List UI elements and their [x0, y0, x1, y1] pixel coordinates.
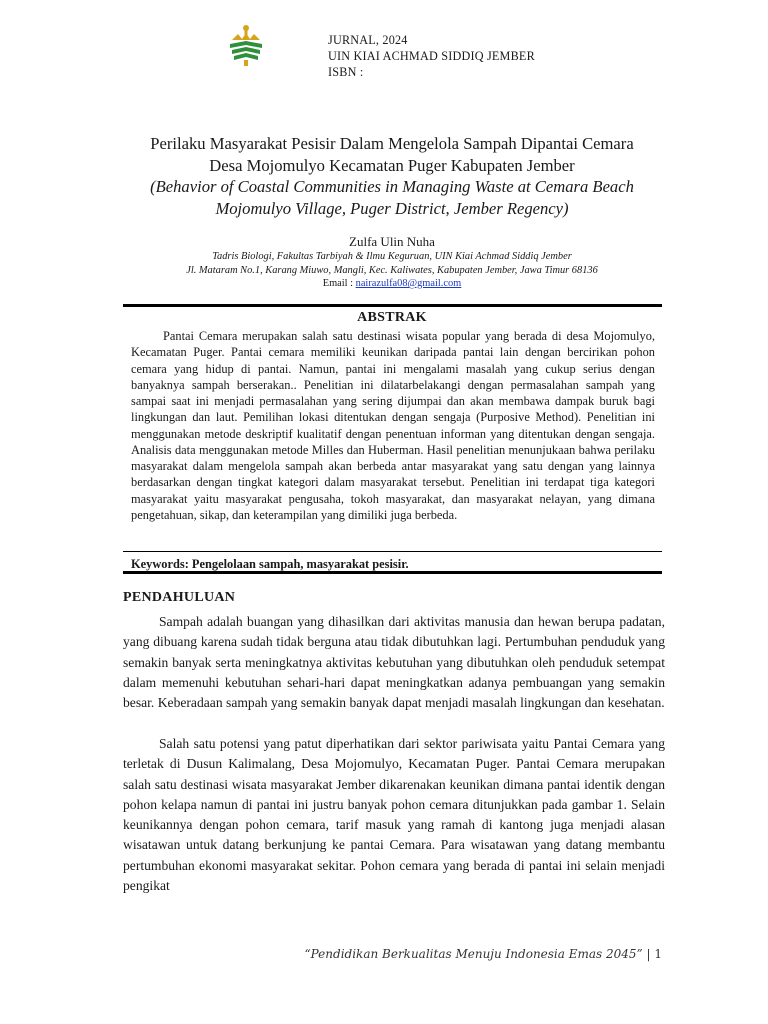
title-line-1: Perilaku Masyarakat Pesisir Dalam Mengelola Sampah Dipantai Cemara: [150, 134, 634, 153]
keywords-top-rule: [123, 551, 662, 552]
intro-paragraph-1: Sampah adalah buangan yang dihasilkan dari aktivitas manusia dan hewan berupa padatan, yang dibuang karena sudah tidak berguna atau tidak dibutuhkan lagi. Pertumbuhan penduduk yang semakin banyak serta meningkatnya aktivitas kebutuhan yang dibutuhkan oleh penduduk setempat dalam memenuhi kebutuhan sehari-hari dapat meningkatkan adanya pembuangan yang semakin besar. Keberadaan sampah yang semakin banyak dapat menjadi masalah lingkungan dan kesehatan.: [123, 614, 665, 711]
email-label: Email :: [322, 278, 356, 289]
intro-paragraph-2: Salah satu potensi yang patut diperhatikan dari sektor pariwisata yaitu Pantai Cemara yang terletak di Dusun Kalimalang, Desa Mojomulyo, Kecamatan Puger. Pantai Cemara merupakan salah satu destinasi wisata masyarakat Jember dikarenakan keunikan dimana pantai identik dengan pohon kelapa namun di pantai ini justru banyak pohon cemara ditunjukkan pada gambar 1. Selain keunikannya dengan pohon cemara, tarif masuk yang ramah di kantong juga menjadi alasan wisatawan untuk datang berkunjung ke pantai Cemara. Para wisatawan yang datang membantu pertumbuhan ekonomi masyarakat sekitar. Pohon cemara yang berada di pantai ini selain menjadi pengikat: [123, 736, 665, 894]
section-heading-pendahuluan: PENDAHULUAN: [123, 590, 236, 605]
english-title-line-2: Mojomulyo Village, Puger District, Jember Regency): [215, 198, 569, 218]
english-title-line-1: (Behavior of Coastal Communities in Managing Waste at Cemara Beach: [150, 177, 634, 196]
author-name: Zulfa Ulin Nuha: [349, 234, 435, 249]
university-logo: [218, 22, 274, 88]
page-footer: [300, 947, 662, 961]
abstract-text: Pantai Cemara merupakan salah satu destinasi wisata popular yang berada di desa Mojomulyo, Kecamatan Puger. Pantai cemara memiliki keunikan daripada pantai lain dengan bercirikan pohon cemara yang hidup di pantai. Namun, pantai ini mengalami masalah yang cukup serius dengan banyaknya sampah berserakan.. Penelitian ini dilatarbelakangi dengan permasalahan sampah yang sampai saat ini menjadi permasalahan yang sering dijumpai dan akan membawa dampak buruk bagi lingkungan dan laut. Pemilihan lokasi ditentukan dengan sengaja (Purposive Method). Penelitian ini menggunakan metode deskriptif kualitatif dengan penentuan informan yang ditentukan dengan sengaja. Analisis data menggunakan metode Milles dan Huberman. Hasil penelitian menunjukaan bahwa perilaku masyarakat dalam mengelola sampah akan berbeda antar masyarakat yang satu dengan yang lainnya berdasarkan dengan tingkat kategori dalam masyarakat tersebut. Penelitian ini terdapat tiga kategori masyarakat yaitu masyarakat pengusaha, tokoh masyarakat, dan masyarakat nelayan, yang dimana pengetahuan, sikap, dan keterampilan yang dimiliki juga berbeda.: [131, 329, 655, 522]
abstract-heading: ABSTRAK: [357, 310, 427, 325]
footer-motto: “Pendidikan Berkualitas Menuju Indonesia Emas 2045”: [304, 947, 643, 961]
email-line: [80, 278, 704, 289]
isbn-label: ISBN :: [328, 65, 364, 79]
affiliation-line-1: Tadris Biologi, Fakultas Tarbiyah & Ilmu Keguruan, UIN Kiai Achmad Siddiq Jember: [212, 251, 572, 262]
journal-header: [328, 32, 535, 80]
title-line-2: Desa Mojomulyo Kecamatan Puger Kabupaten Jember: [209, 155, 575, 175]
bottom-rule: [123, 571, 662, 574]
author-affiliation: [80, 250, 704, 278]
email-link[interactable]: nairazulfa08@gmail.com: [355, 278, 462, 289]
institution-name: UIN KIAI ACHMAD SIDDIQ JEMBER: [328, 49, 535, 63]
top-rule: [123, 304, 662, 307]
page-number: | 1: [642, 947, 662, 961]
journal-name: JURNAL, 2024: [328, 33, 408, 47]
affiliation-line-2: Jl. Mataram No.1, Karang Miuwo, Mangli, Kec. Kaliwates, Kabupaten Jember, Jawa Timur 68136: [186, 265, 598, 276]
paper-title: [100, 133, 684, 219]
keywords: Keywords: Pengelolaan sampah, masyarakat pesisir.: [131, 557, 409, 571]
